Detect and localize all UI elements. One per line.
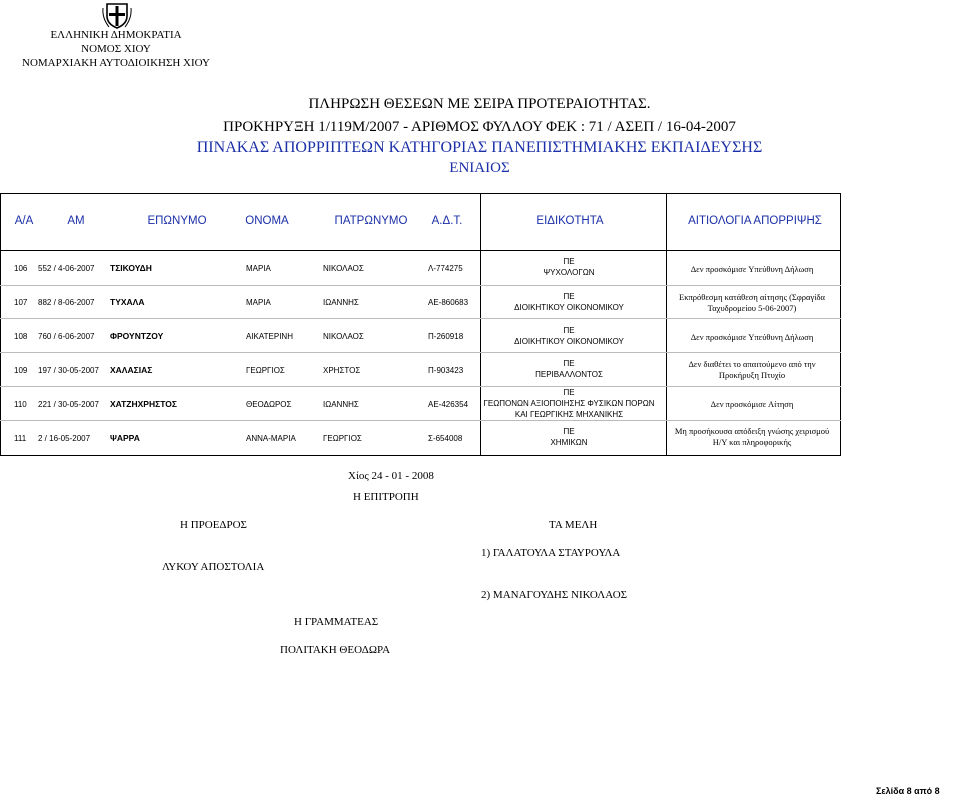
col-header-aa: Α/Α <box>14 215 34 227</box>
cell-father: ΓΕΩΡΓΙΟΣ <box>323 434 362 443</box>
cell-adt: Λ-774275 <box>428 264 463 273</box>
footer-secretary-name: ΠΟΛΙΤΑΚΗ ΘΕΟΔΩΡΑ <box>280 644 391 656</box>
col-header-name: ΟΝΟΜΑ <box>245 215 289 227</box>
header-prefecture: ΝΟΜΟΣ ΧΙΟΥ <box>81 43 151 55</box>
cell-surname: ΧΑΤΖΗΧΡΗΣΤΟΣ <box>110 399 177 409</box>
cell-father: ΙΩΑΝΝΗΣ <box>323 298 359 307</box>
cell-specialty: ΠΕ ΠΕΡΙΒΑΛΛΟΝΤΟΣ <box>535 359 603 379</box>
cell-am: 2 / 16-05-2007 <box>38 434 91 443</box>
table-border-top <box>0 193 841 194</box>
cell-am: 882 / 8-06-2007 <box>38 298 95 307</box>
cell-name: ΜΑΡΙΑ <box>246 298 271 307</box>
cell-reason: Δεν διαθέτει το απαιτούμενο από την Προκήρυξη Πτυχίο <box>688 359 816 380</box>
cell-reason: Δεν προσκόμισε Υπεύθυνη Δήλωση <box>690 264 814 274</box>
cell-name: ΘΕΟΔΩΡΟΣ <box>246 400 292 409</box>
cell-surname: ΨΑΡΡΑ <box>110 433 140 443</box>
cell-father: ΝΙΚΟΛΑΟΣ <box>323 264 364 273</box>
footer-president-name: ΛΥΚΟΥ ΑΠΟΣΤΟΛΙΑ <box>162 561 265 573</box>
col-header-reason: ΑΙΤΙΟΛΟΓΙΑ ΑΠΟΡΡΙΨΗΣ <box>688 215 822 227</box>
cell-surname: ΧΑΛΑΣΙΑΣ <box>110 365 153 375</box>
cell-name: ΜΑΡΙΑ <box>246 264 271 273</box>
cell-reason: Εκπρόθεσμη κατάθεση αίτησης (Σφραγίδα Ταχυδρομείου 5-06-2007) <box>679 292 825 313</box>
header-country: ΕΛΛΗΝΙΚΗ ΔΗΜΟΚΡΑΤΙΑ <box>50 29 182 41</box>
cell-father: ΝΙΚΟΛΑΟΣ <box>323 332 364 341</box>
footer-date: Χίος 24 - 01 - 2008 <box>348 470 434 482</box>
cell-specialty: ΠΕ ΧΗΜΙΚΩΝ <box>550 427 588 447</box>
cell-adt: Π-260918 <box>428 332 464 341</box>
cell-aa: 110 <box>14 400 27 409</box>
cell-am: 552 / 4-06-2007 <box>38 264 95 273</box>
table-col-divider <box>666 193 667 456</box>
cell-reason: Δεν προσκόμισε Υπεύθυνη Δήλωση <box>690 332 814 342</box>
table-border-left <box>0 193 1 456</box>
cell-adt: Π-903423 <box>428 366 464 375</box>
cell-name: ΑΝΝΑ-ΜΑΡΙΑ <box>246 434 296 443</box>
footer-member-1: 1) ΓΑΛΑΤΟΥΛΑ ΣΤΑΥΡΟΥΛΑ <box>481 547 621 559</box>
col-header-adt: Α.Δ.Τ. <box>431 215 463 227</box>
footer-secretary-label: Η ΓΡΑΜΜΑΤΕΑΣ <box>294 616 379 628</box>
cell-adt: ΑΕ-426354 <box>428 400 469 409</box>
table-border-bottom <box>0 455 841 456</box>
title-line-1: ΠΛΗΡΩΣΗ ΘΕΣΕΩΝ ΜΕ ΣΕΙΡΑ ΠΡΟΤΕΡΑΙΟΤΗΤΑΣ. <box>308 96 651 112</box>
cell-aa: 107 <box>14 298 28 307</box>
footer-member-2: 2) ΜΑΝΑΓΟΥΔΗΣ ΝΙΚΟΛΑΟΣ <box>481 589 628 601</box>
title-line-2: ΠΡΟΚΗΡΥΞΗ 1/119Μ/2007 - ΑΡΙΘΜΟΣ ΦΥΛΛΟΥ ΦΕΚ : 71 / ΑΣΕΠ / 16-04-2007 <box>223 119 736 135</box>
cell-father: ΙΩΑΝΝΗΣ <box>323 400 359 409</box>
page-number: Σελίδα 8 από 8 <box>876 786 940 796</box>
header-authority: ΝΟΜΑΡΧΙΑΚΗ ΑΥΤΟΔΙΟΙΚΗΣΗ ΧΙΟΥ <box>22 57 210 69</box>
cell-aa: 108 <box>14 332 28 341</box>
table-header-divider <box>0 250 841 251</box>
cell-surname: ΤΣΙΚΟΥΔΗ <box>110 263 152 273</box>
col-header-surname: ΕΠΩΝΥΜΟ <box>147 215 207 227</box>
cell-aa: 111 <box>14 434 27 443</box>
title-line-3: ΠΙΝΑΚΑΣ ΑΠΟΡΡΙΠΤΕΩΝ ΚΑΤΗΓΟΡΙΑΣ ΠΑΝΕΠΙΣΤΗΜΙΑΚΗΣ ΕΚΠΑΙΔΕΥΣΗΣ <box>196 139 763 156</box>
cell-reason: Δεν προσκόμισε Αίτηση <box>710 399 794 409</box>
cell-surname: ΦΡΟΥΝΤΖΟΥ <box>110 331 164 341</box>
cell-name: ΑΙΚΑΤΕΡΙΝΗ <box>246 332 293 341</box>
cell-am: 221 / 30-05-2007 <box>38 400 99 409</box>
cell-aa: 106 <box>14 264 28 273</box>
footer-members-label: ΤΑ ΜΕΛΗ <box>549 519 598 531</box>
cell-name: ΓΕΩΡΓΙΟΣ <box>246 366 285 375</box>
title-line-4: ΕΝΙΑΙΟΣ <box>449 160 510 176</box>
cell-am: 760 / 6-06-2007 <box>38 332 95 341</box>
cell-father: ΧΡΗΣΤΟΣ <box>323 366 361 375</box>
footer-president-label: Η ΠΡΟΕΔΡΟΣ <box>180 519 247 531</box>
table-border-right <box>840 193 841 456</box>
col-header-specialty: ΕΙΔΙΚΟΤΗΤΑ <box>536 215 604 227</box>
greek-coat-of-arms-icon <box>101 2 133 30</box>
footer-committee: Η ΕΠΙΤΡΟΠΗ <box>353 491 419 503</box>
cell-am: 197 / 30-05-2007 <box>38 366 99 375</box>
cell-aa: 109 <box>14 366 28 375</box>
col-header-father: ΠΑΤΡΩΝΥΜΟ <box>334 215 408 227</box>
cell-adt: Σ-654008 <box>428 434 463 443</box>
cell-specialty: ΠΕ ΨΥΧΟΛΟΓΩΝ <box>543 257 595 277</box>
col-header-am: ΑΜ <box>67 215 85 227</box>
cell-specialty: ΠΕ ΔΙΟΙΚΗΤΙΚΟΥ ΟΙΚΟΝΟΜΙΚΟΥ <box>514 292 624 312</box>
cell-surname: ΤΥΧΑΛΑ <box>110 297 145 307</box>
cell-adt: ΑΕ-860683 <box>428 298 469 307</box>
cell-reason: Μη προσήκουσα απόδειξη γνώσης χειρισμού Η/Υ και πληροφορικής <box>674 426 830 447</box>
cell-specialty: ΠΕ ΓΕΩΠΟΝΩΝ ΑΞΙΟΠΟΙΗΣΗΣ ΦΥΣΙΚΩΝ ΠΟΡΩΝ ΚΑΙ ΓΕΩΡΓΙΚΗΣ ΜΗΧΑΝΙΚΗΣ <box>483 388 655 419</box>
cell-specialty: ΠΕ ΔΙΟΙΚΗΤΙΚΟΥ ΟΙΚΟΝΟΜΙΚΟΥ <box>514 326 624 346</box>
